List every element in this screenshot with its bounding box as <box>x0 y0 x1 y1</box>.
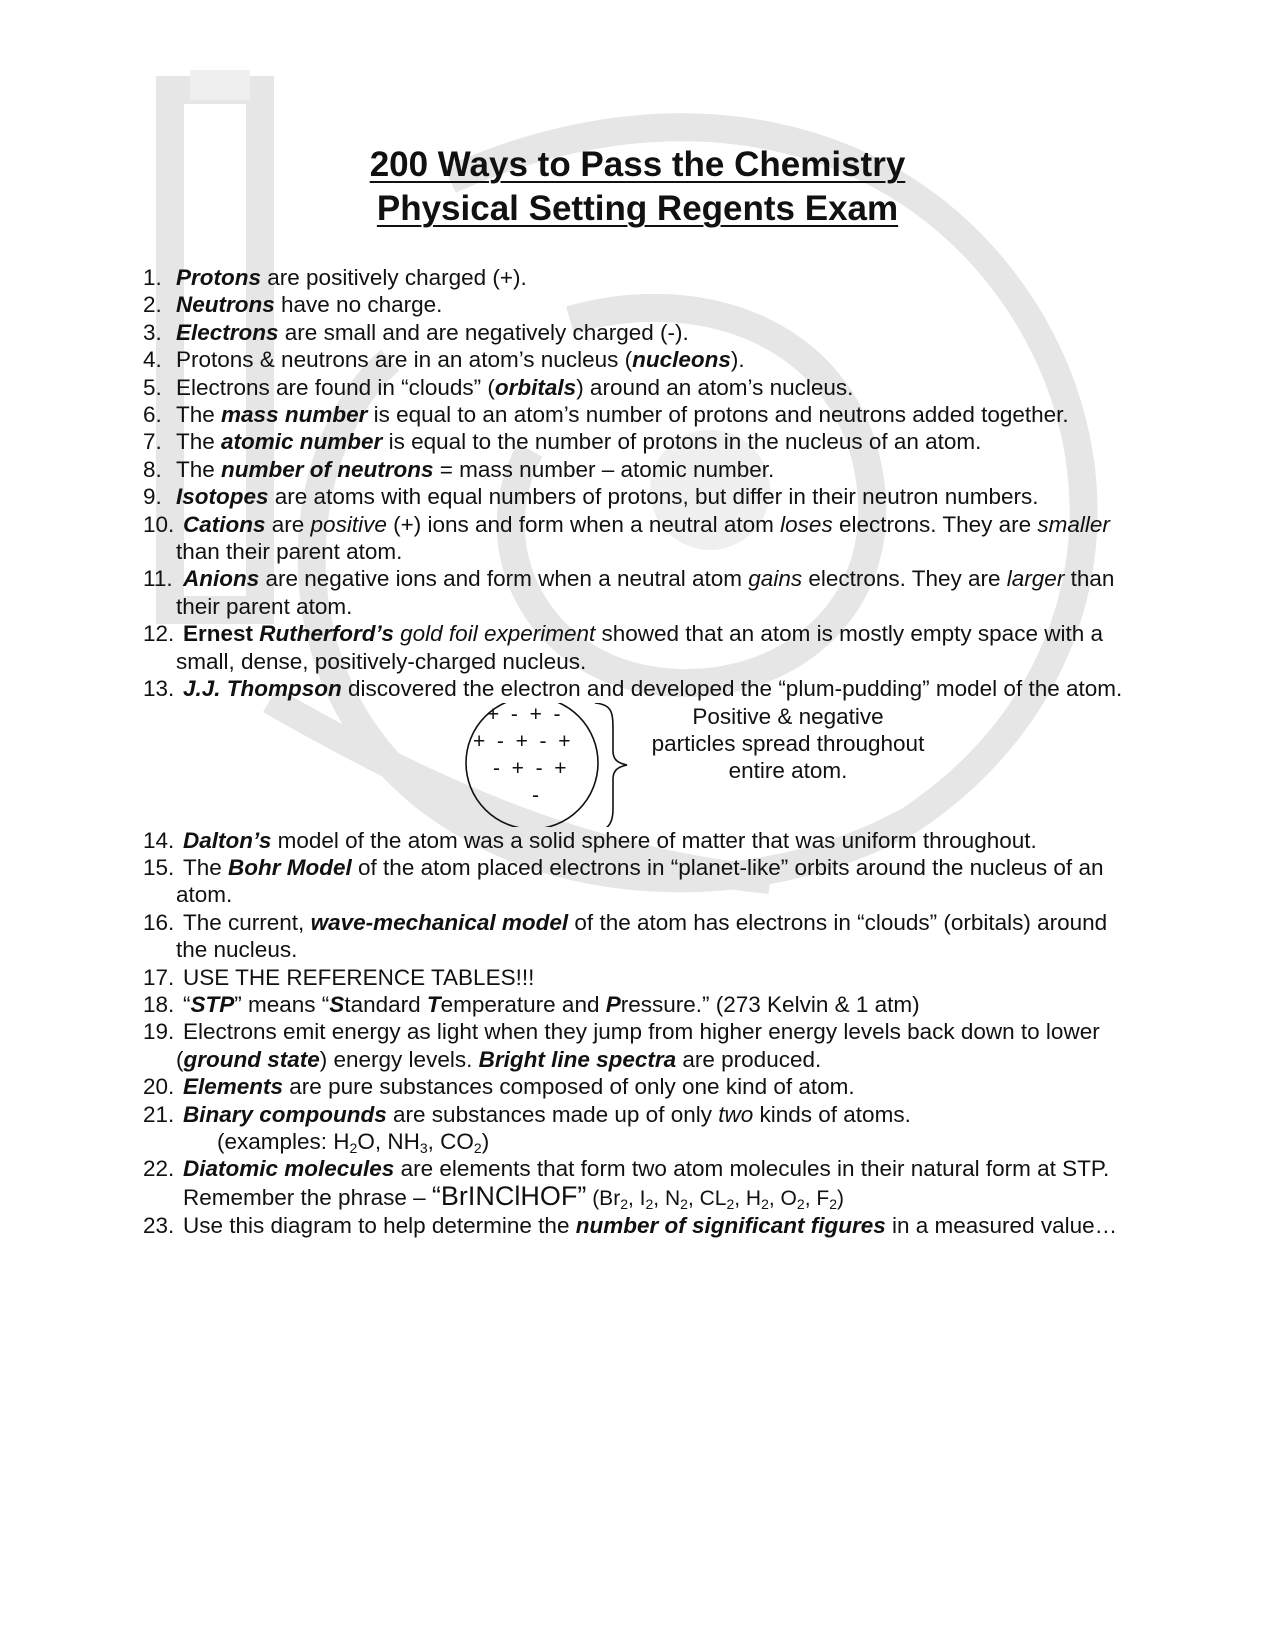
item-number: 19. <box>143 1019 175 1045</box>
fact-list <box>143 264 1143 1240</box>
document-title <box>0 143 1275 231</box>
term: STP <box>190 991 235 1017</box>
list-item: 1. Protons are positively charged (+). <box>143 265 527 290</box>
term: Bohr Model <box>228 854 352 880</box>
list-item: 17. USE THE REFERENCE TABLES!!! <box>143 964 535 990</box>
term: Cations <box>183 511 266 537</box>
item-number: 16. <box>143 909 175 935</box>
term: Isotopes <box>176 484 269 510</box>
item-number: 20. <box>143 1074 175 1100</box>
charge-row: - + - + <box>493 756 567 780</box>
item-number: 1. <box>143 265 162 290</box>
term: mass number <box>221 402 368 428</box>
list-item: 2. Neutrons have no charge. <box>143 292 443 318</box>
item-number: 12. <box>143 621 175 647</box>
term: Rutherford’s <box>259 621 394 647</box>
item-number: 6. <box>143 402 162 428</box>
examples-line: (examples: $H_2O$, $NH_3$, $CO_2$) <box>217 1128 490 1156</box>
list-item: 9. Isotopes are atoms with equal numbers of protons, but differ in their neutron numbers. <box>143 484 1039 510</box>
list-item: 13. J.J. Thompson discovered the electron and developed the “plum-pudding” model of the atom. <box>143 676 1123 702</box>
list-item: 5. Electrons are found in “clouds” (orbitals) around an atom’s nucleus. <box>143 374 854 400</box>
list-item: 7. The atomic number is equal to the number of protons in the nucleus of an atom. <box>143 429 982 455</box>
item-number: 23. <box>143 1213 175 1239</box>
diatomic-examples: ($Br_2$, $I_2$, $N_2$, $CL_2$, $H_2$, $O_2$, $F_2$) <box>586 1186 844 1212</box>
list-item: 18. “STP” means “Standard Temperature and Pressure.” (273 Kelvin & 1 atm) <box>143 991 920 1017</box>
item-number: 8. <box>143 456 162 482</box>
title-line-2: Physical Setting Regents Exam <box>376 189 899 228</box>
mnemonic-phrase: “BrINClHOF” <box>431 1180 587 1211</box>
term: Dalton’s <box>183 827 272 853</box>
term: number of significant figures <box>575 1213 886 1239</box>
list-item: 14. Dalton’s model of the atom was a solid sphere of matter that was uniform throughout. <box>143 827 1037 853</box>
item-number: 18. <box>143 991 175 1017</box>
item-number: 3. <box>143 319 162 345</box>
charge-row: + - + - <box>487 702 561 726</box>
term: number of neutrons <box>221 456 434 482</box>
item-number: 9. <box>143 484 162 510</box>
term: atomic number <box>221 429 383 455</box>
term: Electrons <box>176 319 279 345</box>
list-item: 20. Elements are pure substances composed of only one kind of atom. <box>143 1074 855 1100</box>
item-number: 11. <box>143 566 173 592</box>
item-number: 17. <box>143 964 175 990</box>
list-item: 4. Protons & neutrons are in an atom’s nucleus (nucleons). <box>143 347 745 373</box>
list-item: 19. Electrons emit energy as light when they jump from higher energy levels back down to lower (ground state) energy levels. Bright line spectra are produced. <box>143 1019 1100 1072</box>
term: Anions <box>183 566 260 592</box>
list-item: 16. The current, wave-mechanical model of the atom has electrons in “clouds” (orbitals) around the nucleus. <box>143 909 1108 963</box>
list-item: 11. Anions are negative ions and form when a neutral atom gains electrons. They are larger than their parent atom. <box>143 566 1115 619</box>
title-line-1: 200 Ways to Pass the Chemistry <box>369 145 906 184</box>
term: wave-mechanical model <box>310 909 569 935</box>
item-number: 10. <box>143 511 175 537</box>
charge-row: - <box>532 783 539 807</box>
term: Neutrons <box>176 292 275 318</box>
list-item: 3. Electrons are small and are negatively charged (-). <box>143 319 689 345</box>
list-item: 15. The Bohr Model of the atom placed electrons in “planet-like” orbits around the nucleus of an atom. <box>143 854 1104 908</box>
item-number: 2. <box>143 292 162 318</box>
item-number: 7. <box>143 429 162 455</box>
term: J.J. Thompson <box>183 676 342 702</box>
term: nucleons <box>632 347 731 373</box>
term: Elements <box>183 1074 284 1100</box>
list-item: 12. Ernest Rutherford’s gold foil experiment showed that an atom is mostly empty space with a small, dense, positively-charged nucleus. <box>143 621 1103 674</box>
term: orbitals <box>494 374 577 400</box>
item-number: 15. <box>143 854 175 880</box>
term: Diatomic molecules <box>183 1156 395 1182</box>
diagram-caption: Positive & negative particles spread throughout entire atom. <box>651 703 925 784</box>
list-item: 8. The number of neutrons = mass number – atomic number. <box>143 456 775 482</box>
item-number: 22. <box>143 1156 175 1182</box>
item-number: 13. <box>143 676 175 702</box>
item-number: 21. <box>143 1101 175 1127</box>
list-item: 22. Diatomic molecules are elements that form two atom molecules in their natural form at STP. Remember the phrase – “BrINClHOF” ($Br_2$, $I_2$, $N_2$, $CL_2$, $H_2$, $O_2$, $F_2$) <box>143 1156 1110 1212</box>
item-number: 5. <box>143 374 162 400</box>
plum-pudding-diagram <box>143 703 1143 827</box>
term: ground state <box>183 1046 320 1072</box>
term: Protons <box>176 265 262 290</box>
list-item: 6. The mass number is equal to an atom’s number of protons and neutrons added together. <box>143 402 1069 428</box>
list-item: 23. Use this diagram to help determine the number of significant figures in a measured value… <box>143 1213 1118 1239</box>
term: Binary compounds <box>183 1101 387 1127</box>
list-item: 10. Cations are positive (+) ions and form when a neutral atom loses electrons. They are smaller than their parent atom. <box>143 511 1110 565</box>
charge-row: + - + - + <box>473 729 571 753</box>
item-number: 14. <box>143 827 175 853</box>
term: Bright line spectra <box>478 1046 677 1072</box>
item-number: 4. <box>143 347 162 373</box>
list-item: 21. Binary compounds are substances made up of only two kinds of atoms. (examples: $H_2O$, $NH_3$, $CO_2$) <box>143 1101 1143 1156</box>
